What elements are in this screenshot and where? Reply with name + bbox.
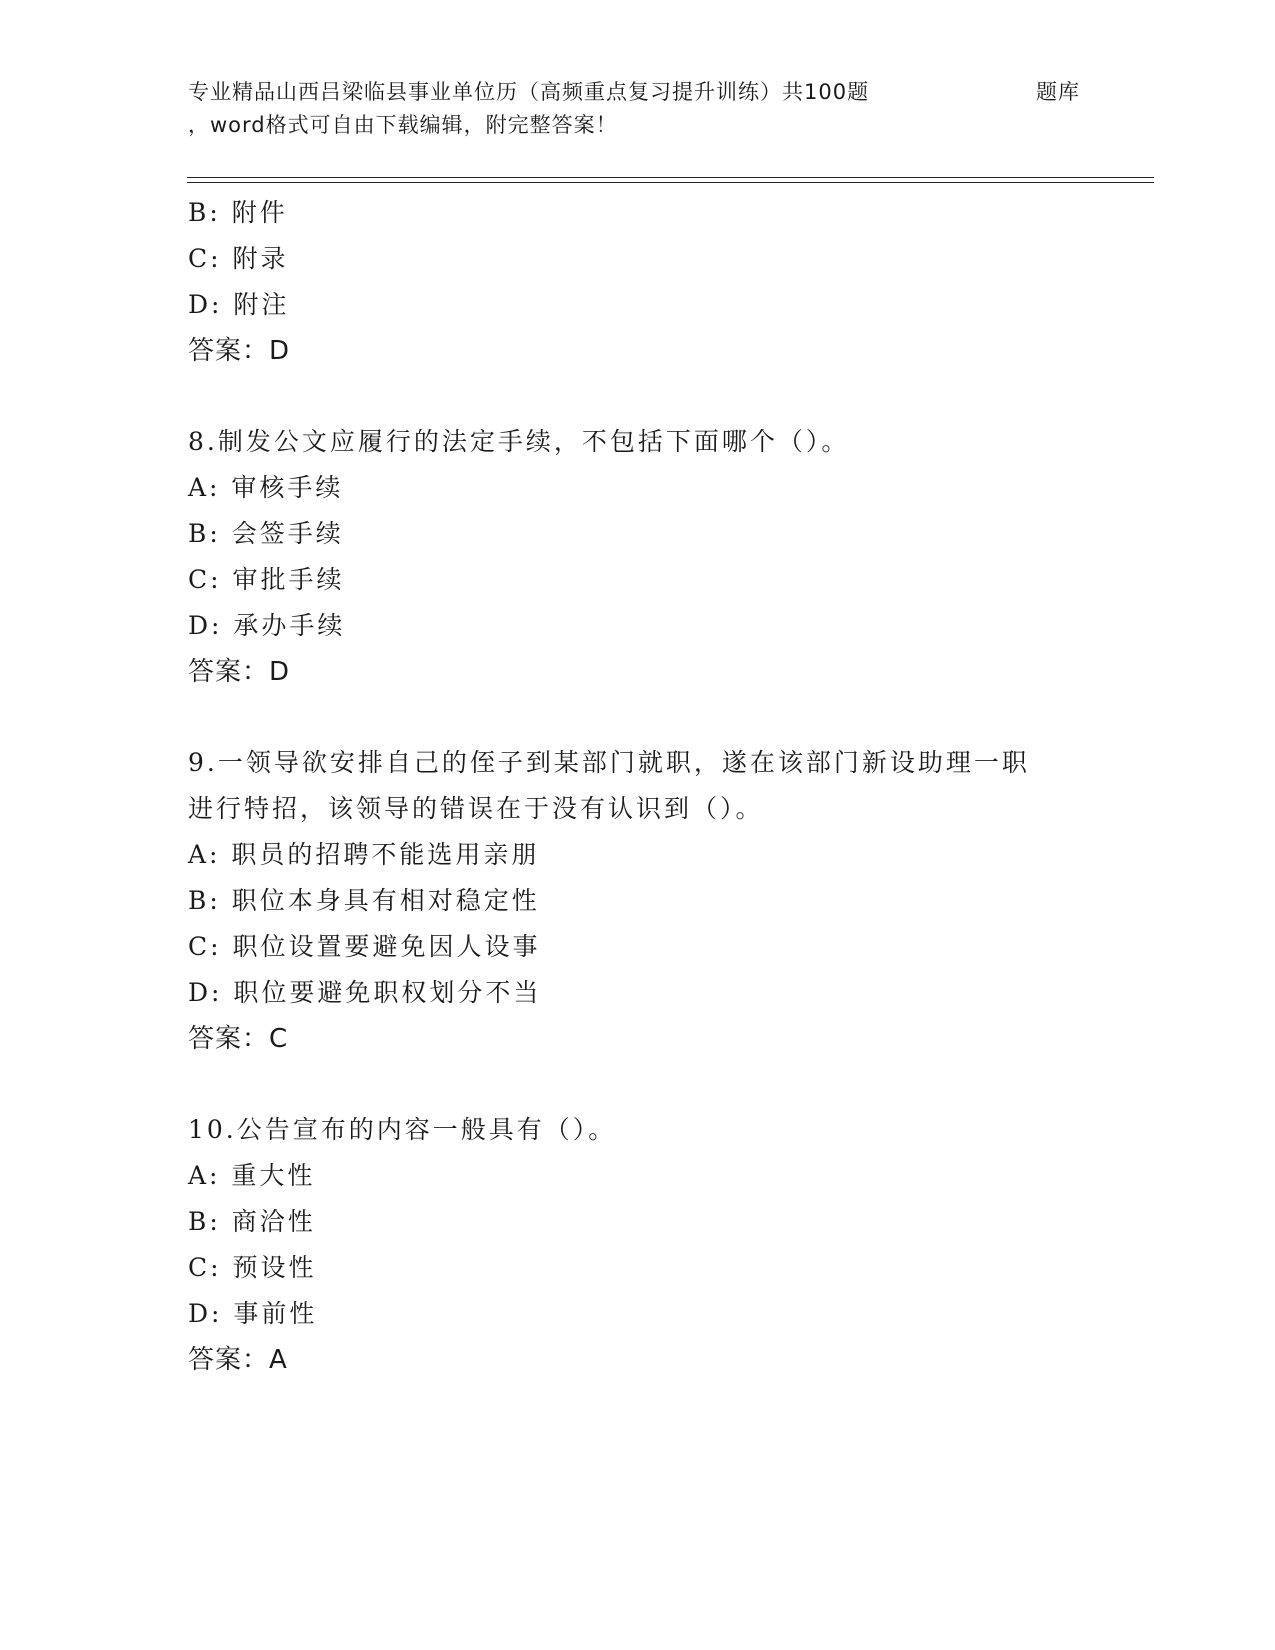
option-b: B: 会签手续 [188,519,344,548]
question-stem: 8.制发公文应履行的法定手续，不包括下面哪个（）。 [188,427,850,456]
option-b: B: 商洽性 [188,1207,316,1236]
option-c: C: 预设性 [188,1253,317,1282]
option-d: D: 职位要避免职权划分不当 [188,978,542,1007]
answer: 答案：C [188,1024,289,1054]
question-stem-line-1: 9.一领导欲安排自己的侄子到某部门就职，遂在该部门新设助理一职 [188,748,1030,777]
question-8 [188,419,1148,695]
option-c: C: 职位设置要避免因人设事 [188,932,541,961]
option-c: C: 附录 [188,244,289,273]
answer: 答案：D [188,336,291,366]
question-stem: 10.公告宣布的内容一般具有（）。 [188,1115,617,1144]
question-stem-line-2: 进行特招，该领导的错误在于没有认识到（）。 [188,794,764,823]
question-10 [188,1107,1148,1383]
option-c: C: 审批手续 [188,565,345,594]
option-b: B: 附件 [188,198,288,227]
header-badge: 题库 [1036,80,1080,104]
option-d: D: 附注 [188,290,290,319]
header-rule-bottom [187,182,1154,183]
document-title: 专业精品山西吕梁临县事业单位历（高频重点复习提升训练）共100题 [188,80,870,104]
header-first-line [188,76,1080,109]
question-7-continued [188,190,1148,374]
document-header [188,76,1168,142]
option-d: D: 承办手续 [188,611,346,640]
option-a: A: 审核手续 [188,473,344,502]
option-d: D: 事前性 [188,1299,318,1328]
answer: 答案：D [188,657,291,687]
document-subtitle: ，word格式可自由下载编辑，附完整答案！ [188,113,618,137]
question-9 [188,740,1148,1062]
option-b: B: 职位本身具有相对稳定性 [188,886,540,915]
option-a: A: 职员的招聘不能选用亲朋 [188,840,540,869]
document-body [188,190,1148,1383]
header-rule-top [187,177,1154,178]
option-a: A: 重大性 [188,1161,316,1190]
answer: 答案：A [188,1345,288,1375]
